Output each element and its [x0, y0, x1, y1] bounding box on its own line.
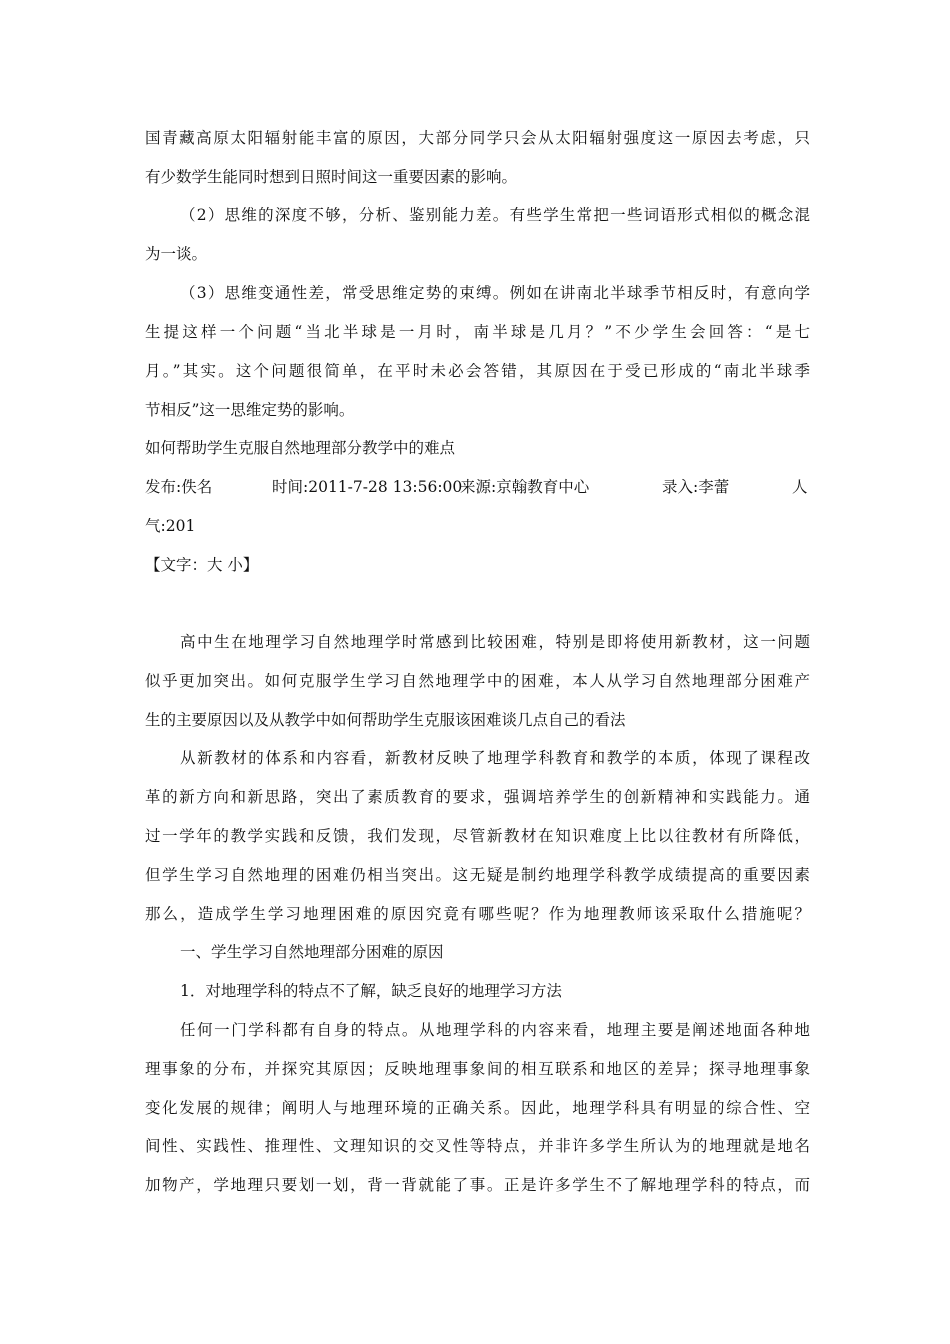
intro-line-2: 有少数学生能同时想到日照时间这一重要因素的影响。 [145, 168, 518, 186]
body-line-13: 加物产，学地理只要划一划，背一背就能了事。正是许多学生不了解地理学科的特点，而 [145, 1176, 810, 1194]
intro-line-1: 国青藏高原太阳辐射能丰富的原因，大部分同学只会从太阳辐射强度这一原因去考虑，只 [145, 129, 810, 147]
body-line-3: 生的主要原因以及从教学中如何帮助学生克服该困难谈几点自己的看法 [145, 711, 626, 729]
subsection-heading-1: 1．对地理学科的特点不了解，缺乏良好的地理学习方法 [180, 982, 562, 1000]
body-line-12: 间性、实践性、推理性、文理知识的交叉性等特点，并非许多学生所认为的地理就是地名 [145, 1137, 810, 1155]
meta-source: 来源:京翰教育中心 [460, 478, 590, 496]
intro-line-5: （3）思维变通性差，常受思维定势的束缚。例如在讲南北半球季节相反时，有意向学 [180, 284, 810, 302]
body-line-9: 任何一门学科都有自身的特点。从地理学科的内容来看，地理主要是阐述地面各种地 [180, 1021, 810, 1039]
meta-popularity: 气:201 [145, 517, 196, 535]
intro-line-6: 生提这样一个问题“当北半球是一月时，南半球是几月？”不少学生会回答：“是七 [145, 323, 810, 341]
meta-popularity-prefix: 人 [792, 478, 808, 496]
body-line-4: 从新教材的体系和内容看，新教材反映了地理学科教育和教学的本质，体现了课程改 [180, 749, 810, 767]
meta-editor: 录入:李蕾 [662, 478, 730, 496]
body-line-6: 过一学年的教学实践和反馈，我们发现，尽管新教材在知识难度上比以往教材有所降低， [145, 827, 810, 845]
body-line-8: 那么，造成学生学习地理困难的原因究竟有哪些呢？作为地理教师该采取什么措施呢？ [145, 905, 810, 923]
section-heading-1: 一、学生学习自然地理部分困难的原因 [180, 943, 444, 961]
intro-line-8: 节相反”这一思维定势的影响。 [145, 401, 355, 419]
intro-line-3: （2）思维的深度不够，分析、鉴别能力差。有些学生常把一些词语形式相似的概念混 [180, 206, 810, 224]
meta-publisher: 发布:佚名 [145, 478, 213, 496]
body-line-2: 似乎更加突出。如何克服学生学习自然地理学中的困难，本人从学习自然地理部分困难产 [145, 672, 810, 690]
intro-line-7: 月。”其实。这个问题很简单，在平时未必会答错，其原因在于受已形成的“南北半球季 [145, 362, 810, 380]
body-line-7: 但学生学习自然地理的困难仍相当突出。这无疑是制约地理学科教学成绩提高的重要因素 [145, 866, 810, 884]
intro-line-4: 为一谈。 [145, 245, 208, 263]
body-line-1: 高中生在地理学习自然地理学时常感到比较困难，特别是即将使用新教材，这一问题 [180, 633, 810, 651]
meta-time: 时间:2011-7-28 13:56:00 [272, 478, 463, 496]
font-size-control[interactable]: 【文字：大 小】 [145, 556, 259, 574]
body-line-10: 理事象的分布，并探究其原因；反映地理事象间的相互联系和地区的差异；探寻地理事象 [145, 1060, 810, 1078]
body-line-5: 革的新方向和新思路，突出了素质教育的要求，强调培养学生的创新精神和实践能力。通 [145, 788, 810, 806]
body-line-11: 变化发展的规律；阐明人与地理环境的正确关系。因此，地理学科具有明显的综合性、空 [145, 1099, 810, 1117]
article-title: 如何帮助学生克服自然地理部分教学中的难点 [145, 439, 456, 457]
